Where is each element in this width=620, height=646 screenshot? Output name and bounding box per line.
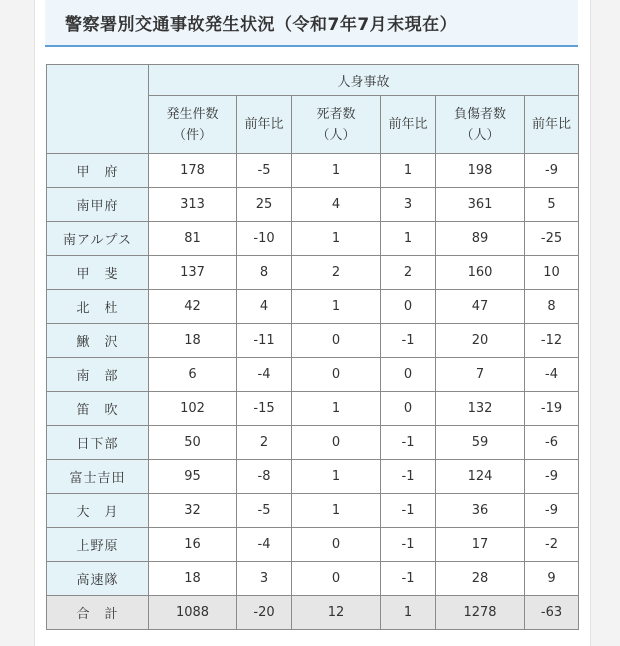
- table-row: [47, 392, 579, 426]
- page-heading: [45, 0, 578, 47]
- station-name: 高速隊: [47, 562, 149, 596]
- table-cell: 0: [292, 324, 381, 358]
- station-name: 南甲府: [47, 188, 149, 222]
- page-title: 警察署別交通事故発生状況（令和7年7月末現在）: [65, 15, 458, 35]
- table-cell: -9: [525, 460, 579, 494]
- table-cell: 59: [436, 426, 525, 460]
- column-header: [237, 96, 292, 154]
- table-row: [47, 426, 579, 460]
- table-cell: 0: [292, 562, 381, 596]
- table-cell: 25: [237, 188, 292, 222]
- station-name: 南 部: [47, 358, 149, 392]
- table-cell: -63: [525, 596, 579, 630]
- table-cell: 12: [292, 596, 381, 630]
- table-cell: 124: [436, 460, 525, 494]
- table-cell: 95: [149, 460, 237, 494]
- station-name: 大 月: [47, 494, 149, 528]
- table-cell: 198: [436, 154, 525, 188]
- table-cell: 36: [436, 494, 525, 528]
- table-cell: -1: [381, 324, 436, 358]
- column-header: [381, 96, 436, 154]
- table-row: [47, 358, 579, 392]
- table-cell: 132: [436, 392, 525, 426]
- column-header-line2: （人）: [316, 127, 356, 143]
- accident-table: [46, 64, 579, 630]
- table-cell: -15: [237, 392, 292, 426]
- table-cell: 28: [436, 562, 525, 596]
- table-cell: -1: [381, 562, 436, 596]
- column-header-line2: （件）: [172, 127, 212, 143]
- table-cell: 160: [436, 256, 525, 290]
- table-cell: 1: [381, 154, 436, 188]
- table-cell: -19: [525, 392, 579, 426]
- station-name: 甲 斐: [47, 256, 149, 290]
- table-cell: 2: [237, 426, 292, 460]
- table-cell: 1: [292, 392, 381, 426]
- group-header: 人身事故: [149, 65, 579, 96]
- table-cell: 1: [292, 154, 381, 188]
- table-cell: 5: [525, 188, 579, 222]
- column-header-line1: 前年比: [532, 117, 572, 132]
- table-cell: 1278: [436, 596, 525, 630]
- column-header: [292, 96, 381, 154]
- table-cell: 361: [436, 188, 525, 222]
- table-cell: 0: [381, 392, 436, 426]
- column-header: [149, 96, 237, 154]
- table-cell: -9: [525, 154, 579, 188]
- table-cell: 16: [149, 528, 237, 562]
- table-cell: -1: [381, 528, 436, 562]
- table-cell: 4: [237, 290, 292, 324]
- table-cell: 47: [436, 290, 525, 324]
- column-header: [436, 96, 525, 154]
- table-row: [47, 256, 579, 290]
- table-cell: 8: [525, 290, 579, 324]
- table-cell: 1: [292, 494, 381, 528]
- table-row: [47, 154, 579, 188]
- table-cell: -11: [237, 324, 292, 358]
- table-cell: 17: [436, 528, 525, 562]
- table-cell: 0: [381, 358, 436, 392]
- station-name: 日下部: [47, 426, 149, 460]
- table-cell: 137: [149, 256, 237, 290]
- table-row: [47, 596, 579, 630]
- column-header-line1: 負傷者数: [453, 106, 506, 122]
- table-cell: 9: [525, 562, 579, 596]
- table-row: [47, 562, 579, 596]
- table-row: [47, 494, 579, 528]
- table-cell: -5: [237, 154, 292, 188]
- table-cell: -4: [237, 528, 292, 562]
- station-name: 上野原: [47, 528, 149, 562]
- table-cell: 1: [292, 460, 381, 494]
- table-cell: -2: [525, 528, 579, 562]
- table-row: [47, 460, 579, 494]
- table-row: [47, 324, 579, 358]
- column-header-line2: （人）: [460, 127, 500, 143]
- table-cell: 0: [292, 358, 381, 392]
- station-name: 甲 府: [47, 154, 149, 188]
- station-name: 北 杜: [47, 290, 149, 324]
- table-cell: -25: [525, 222, 579, 256]
- table-row: [47, 290, 579, 324]
- column-header-line1: 発生件数: [166, 106, 219, 122]
- table-cell: 178: [149, 154, 237, 188]
- table-cell: -8: [237, 460, 292, 494]
- table-cell: 89: [436, 222, 525, 256]
- table-cell: 18: [149, 324, 237, 358]
- table-cell: 18: [149, 562, 237, 596]
- table-cell: 0: [292, 426, 381, 460]
- station-name: 笛 吹: [47, 392, 149, 426]
- table-row: [47, 188, 579, 222]
- table-cell: -4: [237, 358, 292, 392]
- table-cell: -4: [525, 358, 579, 392]
- table-cell: 81: [149, 222, 237, 256]
- table-cell: 6: [149, 358, 237, 392]
- table-cell: 1: [381, 222, 436, 256]
- station-name: 鰍 沢: [47, 324, 149, 358]
- table-cell: 3: [381, 188, 436, 222]
- table-cell: 1088: [149, 596, 237, 630]
- table-cell: 2: [292, 256, 381, 290]
- table-cell: -20: [237, 596, 292, 630]
- table-cell: -6: [525, 426, 579, 460]
- table-cell: 20: [436, 324, 525, 358]
- table-cell: 7: [436, 358, 525, 392]
- station-name: 合 計: [47, 596, 149, 630]
- table-row: [47, 222, 579, 256]
- table-cell: 3: [237, 562, 292, 596]
- table-cell: 42: [149, 290, 237, 324]
- column-header-line1: 死者数: [316, 106, 356, 122]
- table-cell: -5: [237, 494, 292, 528]
- table-cell: 1: [381, 596, 436, 630]
- table-cell: -1: [381, 494, 436, 528]
- column-header-line1: 前年比: [388, 117, 428, 132]
- table-cell: 313: [149, 188, 237, 222]
- table-cell: -12: [525, 324, 579, 358]
- table-cell: 8: [237, 256, 292, 290]
- station-name: 富士吉田: [47, 460, 149, 494]
- column-header-line1: 前年比: [244, 117, 284, 132]
- table-cell: 50: [149, 426, 237, 460]
- table-cell: 0: [381, 290, 436, 324]
- station-name: 南アルプス: [47, 222, 149, 256]
- table-row: [47, 528, 579, 562]
- table-cell: 10: [525, 256, 579, 290]
- table-cell: 32: [149, 494, 237, 528]
- table-cell: 1: [292, 222, 381, 256]
- table-cell: 2: [381, 256, 436, 290]
- table-cell: -1: [381, 460, 436, 494]
- table-cell: 102: [149, 392, 237, 426]
- corner-header: [47, 65, 149, 154]
- column-header: [525, 96, 579, 154]
- table-cell: -1: [381, 426, 436, 460]
- table-cell: 1: [292, 290, 381, 324]
- table-cell: -9: [525, 494, 579, 528]
- table-cell: -10: [237, 222, 292, 256]
- table-cell: 4: [292, 188, 381, 222]
- table-cell: 0: [292, 528, 381, 562]
